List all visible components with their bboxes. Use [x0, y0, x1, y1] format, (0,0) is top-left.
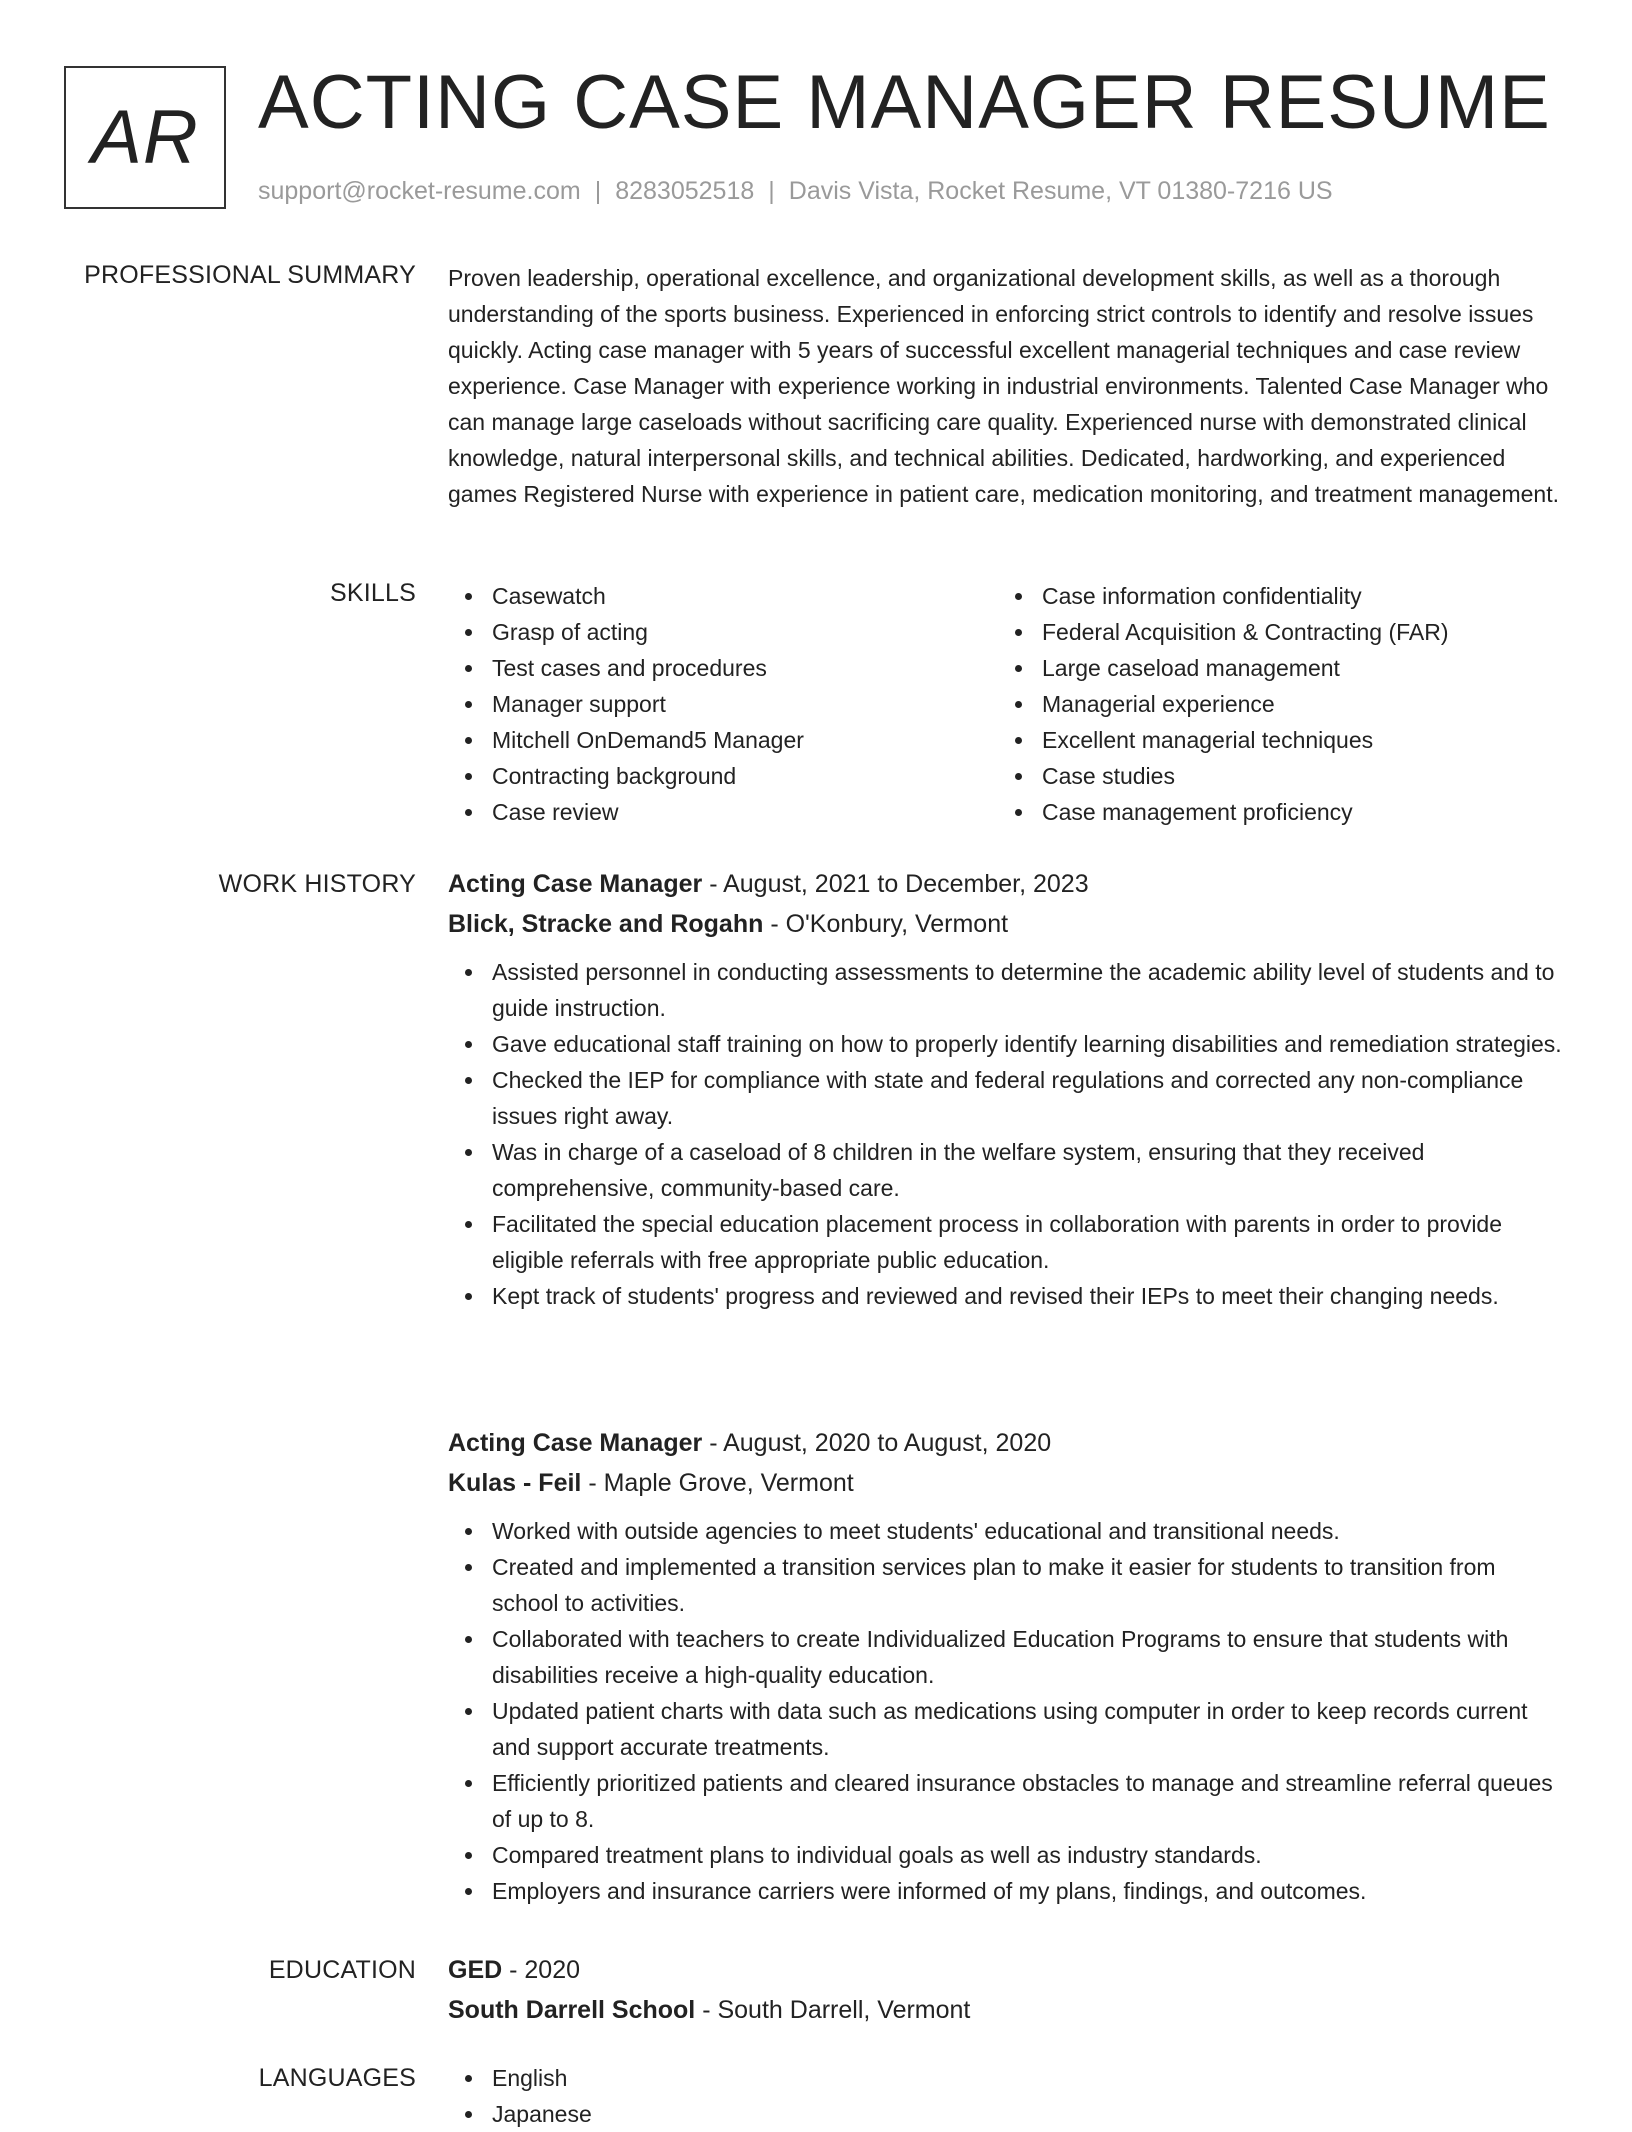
language-item: English: [448, 2060, 1568, 2096]
skill-item: Contracting background: [448, 758, 998, 794]
job-location: - O'Konbury, Vermont: [763, 910, 1009, 938]
job-entry: [448, 864, 1568, 1314]
job-bullet: Collaborated with teachers to create Individualized Education Programs to ensure that students with disabilities receive a high-quality education.: [448, 1621, 1568, 1693]
skill-item: Case review: [448, 794, 998, 830]
job-location: - Maple Grove, Vermont: [581, 1469, 854, 1497]
job-title: Acting Case Manager: [448, 1429, 703, 1457]
skill-item: Managerial experience: [998, 686, 1548, 722]
language-item: Japanese: [448, 2096, 1568, 2132]
job-bullet: Worked with outside agencies to meet students' educational and transitional needs.: [448, 1513, 1568, 1549]
skill-item: Large caseload management: [998, 650, 1548, 686]
job-company-line: [448, 1463, 1568, 1503]
summary-text: Proven leadership, operational excellence, and organizational development skills, as well as a thorough understanding of the sports business. Experienced in enforcing strict controls to identify and resolve issues quickly. Acting case manager with 5 years of successful excellent managerial techniques and case review experience. Case Manager with experience working in industrial environments. Talented Case Manager who can manage large caseloads without sacrificing care quality. Experienced nurse with demonstrated clinical knowledge, natural interpersonal skills, and technical abilities. Dedicated, hardworking, and experienced games Registered Nurse with experience in patient care, medication monitoring, and treatment management.: [448, 265, 1559, 507]
job-bullet: Employers and insurance carriers were informed of my plans, findings, and outcomes.: [448, 1873, 1568, 1909]
monogram-initials: AR: [91, 94, 199, 180]
skill-item: Casewatch: [448, 578, 998, 614]
languages-list: [448, 2060, 1568, 2132]
job-bullet: Updated patient charts with data such as medications using computer in order to keep records current and support accurate treatments.: [448, 1693, 1568, 1765]
job-bullet: Created and implemented a transition services plan to make it easier for students to transition from school to activities.: [448, 1549, 1568, 1621]
job-bullet: Facilitated the special education placement process in collaboration with parents in order to provide eligible referrals with free appropriate public education.: [448, 1206, 1568, 1278]
job-bullet: Checked the IEP for compliance with state and federal regulations and corrected any non-compliance issues right away.: [448, 1062, 1568, 1134]
job-bullet: Was in charge of a caseload of 8 children in the welfare system, ensuring that they received comprehensive, community-based care.: [448, 1134, 1568, 1206]
job-bullets: [448, 1513, 1568, 1909]
skill-item: Case management proficiency: [998, 794, 1548, 830]
skill-item: Case information confidentiality: [998, 578, 1548, 614]
skill-item: Federal Acquisition & Contracting (FAR): [998, 614, 1548, 650]
job-company: Blick, Stracke and Rogahn: [448, 910, 764, 938]
job-bullet: Gave educational staff training on how to properly identify learning disabilities and remediation strategies.: [448, 1026, 1568, 1062]
contact-phone: 8283052518: [615, 177, 755, 205]
languages-items: [448, 2060, 1568, 2132]
education-entry: [448, 1950, 1568, 2030]
monogram-box: [64, 66, 226, 209]
job-bullet: Efficiently prioritized patients and cleared insurance obstacles to manage and streamline referral queues of up to 8.: [448, 1765, 1568, 1837]
page-title: ACTING CASE MANAGER RESUME: [258, 60, 1551, 145]
section-label-skills: SKILLS: [330, 579, 416, 607]
contact-email: support@rocket-resume.com: [258, 177, 581, 205]
job-bullet: Assisted personnel in conducting assessments to determine the academic ability level of students and to guide instruction.: [448, 954, 1568, 1026]
section-label-work-history: WORK HISTORY: [218, 870, 416, 898]
section-label-summary: PROFESSIONAL SUMMARY: [84, 261, 416, 289]
contact-address: Davis Vista, Rocket Resume, VT 01380-7216 US: [788, 177, 1333, 205]
education-degree: GED: [448, 1956, 503, 1984]
skills-list: [448, 578, 1568, 830]
skill-item: Mitchell OnDemand5 Manager: [448, 722, 998, 758]
job-entry: [448, 1423, 1568, 1909]
job-company: Kulas - Feil: [448, 1469, 582, 1497]
education-location: - South Darrell, Vermont: [695, 1996, 971, 2024]
job-bullet: Kept track of students' progress and reviewed and revised their IEPs to meet their changing needs.: [448, 1278, 1568, 1314]
skill-item: Test cases and procedures: [448, 650, 998, 686]
job-company-line: [448, 904, 1568, 944]
job-title: Acting Case Manager: [448, 870, 703, 898]
contact-separator: |: [594, 177, 602, 205]
skill-item: Case studies: [998, 758, 1548, 794]
education-school: South Darrell School: [448, 1996, 696, 2024]
skill-item: Excellent managerial techniques: [998, 722, 1548, 758]
job-dates: - August, 2021 to December, 2023: [702, 870, 1089, 898]
section-label-education: EDUCATION: [268, 1956, 416, 1984]
section-label-languages: LANGUAGES: [258, 2064, 416, 2092]
skills-column-left: [448, 578, 998, 830]
job-bullet: Compared treatment plans to individual goals as well as industry standards.: [448, 1837, 1568, 1873]
education-year: - 2020: [502, 1956, 581, 1984]
job-bullets: [448, 954, 1568, 1314]
job-title-line: [448, 864, 1568, 904]
education-school-line: [448, 1990, 1568, 2030]
skills-column-right: [998, 578, 1548, 830]
skill-item: Manager support: [448, 686, 998, 722]
skill-item: Grasp of acting: [448, 614, 998, 650]
job-title-line: [448, 1423, 1568, 1463]
job-dates: - August, 2020 to August, 2020: [702, 1429, 1052, 1457]
contact-line: [258, 176, 1333, 206]
contact-separator: |: [768, 177, 775, 205]
education-degree-line: [448, 1950, 1568, 1990]
